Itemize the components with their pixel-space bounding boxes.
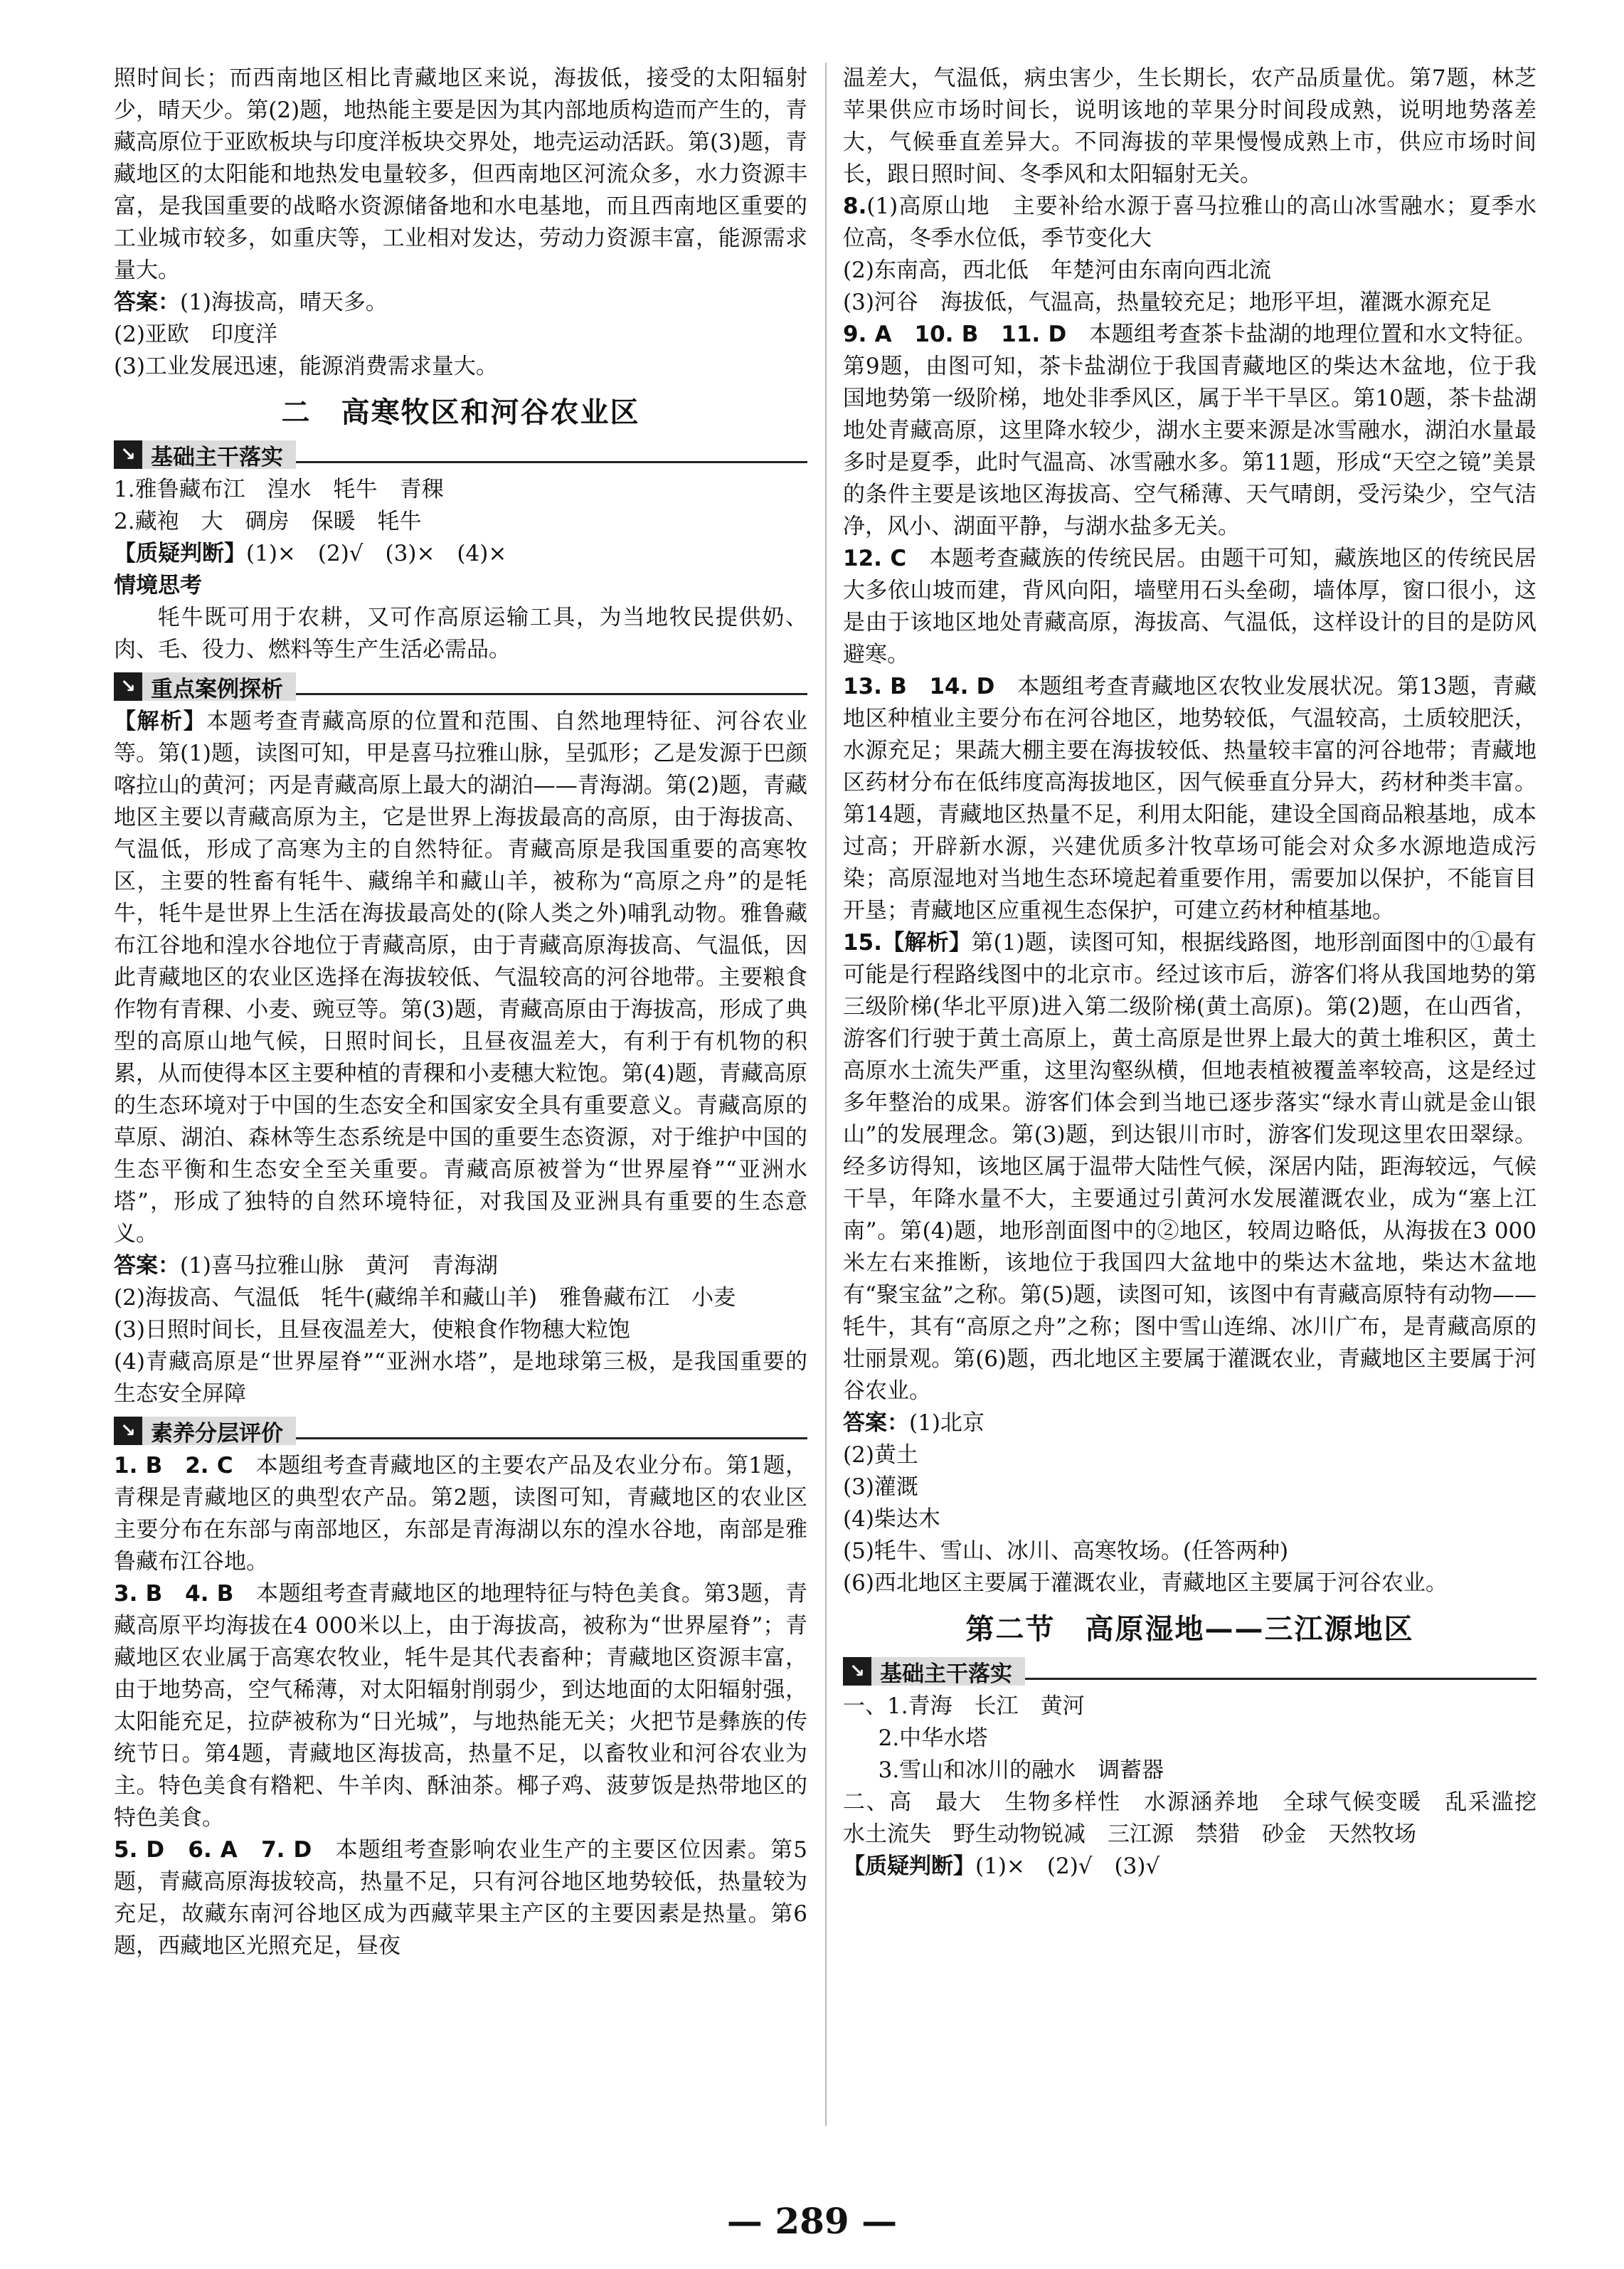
analysis-paragraph xyxy=(114,706,807,1250)
answer-block-2 xyxy=(114,1250,807,1282)
answer-block-1 xyxy=(114,287,807,319)
question-item xyxy=(114,1450,807,1578)
question-text: 本题组考查影响农业生产的主要区位因素。第5题，青藏高原海拔较高，热量不足，只有河谷地区地势较低，热量较为充足，故藏东南河谷地区成为西藏苹果主产区的主要因素是热量。第6题，西藏地区光照充足，昼夜 xyxy=(114,1837,808,1959)
band-rule xyxy=(296,679,807,695)
basics-line: 二、高 最大 生物多样性 水源涵养地 全球气候变暖 乱采滥挖 水土流失 野生动物锐减 三江源 禁猎 砂金 天然牧场 xyxy=(843,1789,1559,1847)
section-title: 第二节 高原湿地——三江源地区 xyxy=(965,1613,1414,1646)
band-label: 基础主干落实 xyxy=(871,1657,1025,1686)
band-rule xyxy=(296,1423,807,1439)
answer-line: (2)海拔高、气温低 牦牛(藏绵羊和藏山羊) 雅鲁藏布江 小麦 xyxy=(114,1285,736,1311)
left-column xyxy=(114,63,807,1962)
section-band xyxy=(114,438,807,471)
arrow-icon: ↘ xyxy=(114,440,142,469)
answer-line: (3)工业发展迅速，能源消费需求量大。 xyxy=(114,354,498,379)
basics-line: 3.雪山和冰川的融水 调蓄器 xyxy=(878,1757,1164,1783)
analysis-text: 本题考查青藏高原的位置和范围、自然地理特征、河谷农业等。第(1)题，读图可知，甲是喜马拉雅山脉，呈弧形；乙是发源于巴颜喀拉山的黄河；丙是青藏高原上最大的湖泊——青海湖。第(2)题，青藏地区主要以青藏高原为主，它是世界上海拔最高的高原，由于海拔高、气温低，形成了高寒为主的自然特征。青藏高原是我国重要的高寒牧区，主要的牲畜有牦牛、藏绵羊和藏山羊，被称为“高原之舟”的是牦牛，牦牛是世界上生活在海拔最高处的(除人类之外)哺乳动物。雅鲁藏布江谷地和湟水谷地位于青藏高原，由于青藏高原海拔高、气温低，因此青藏地区的农业区选择在海拔较低、气温较高的河谷地带。主要粮食作物有青稞、小麦、豌豆等。第(3)题，青藏高原由于海拔高，形成了典型的高原山地气候，日照时间长，且昼夜温差大，有利于有机物的积累，从而使得本区主要种植的青稞和小麦穗大粒饱。第(4)题，青藏高原的生态环境对于中国的生态安全和国家安全具有重要意义。青藏高原的草原、湖泊、森林等生态系统是中国的重要生态资源，对于维护中国的生态平衡和生态安全至关重要。青藏高原被誉为“世界屋脊”“亚洲水塔”，形成了独特的自然环境特征，对我国及亚洲具有重要的生态意义。 xyxy=(114,709,808,1247)
question-item xyxy=(114,1834,807,1962)
column-divider xyxy=(825,63,827,2126)
band-label: 重点案例探析 xyxy=(142,672,296,701)
question-number: 3. B 4. B xyxy=(114,1581,234,1607)
answer-line: (5)牦牛、雪山、冰川、高寒牧场。(任答两种) xyxy=(843,1538,1289,1564)
answer-line: (3)日照时间长，且昼夜温差大，使粮食作物穗大粒饱 xyxy=(114,1317,630,1343)
question-text: 本题组考查青藏地区的地理特征与特色美食。第3题，青藏高原平均海拔在4 000米以上，由于海拔高，被称为“世界屋脊”；青藏地区农业属于高寒农牧业，牦牛是其代表畜种；青藏地区资源丰富，由于地势高，空气稀薄，对太阳辐射削弱少，到达地面的太阳辐射强，太阳能充足，拉萨被称为“日光城”，与地热能无关；火把节是彝族的传统节日。第4题，青藏地区海拔高，热量不足，以畜牧业和河谷农业为主。特色美食有糌粑、牛羊肉、酥油茶。椰子鸡、菠萝饭是热带地区的特色美食。 xyxy=(114,1581,807,1831)
basics-line: 2.藏袍 大 碉房 保暖 牦牛 xyxy=(114,509,422,534)
judge-label: 【质疑判断】 xyxy=(114,541,246,566)
answer-line: (4)柴达木 xyxy=(843,1506,940,1532)
question-number: 9. A 10. B 11. D xyxy=(843,322,1067,347)
judge-line xyxy=(114,538,807,570)
question-number: 1. B 2. C xyxy=(114,1453,233,1479)
question-number: 15. xyxy=(843,930,882,956)
answer-line: (1)高原山地 主要补给水源于喜马拉雅山的高山冰雪融水；夏季水位高，冬季水位低，季节变化大 xyxy=(843,194,1537,251)
band-label: 基础主干落实 xyxy=(142,440,296,469)
think-label: 情境思考 xyxy=(114,573,202,598)
right-column xyxy=(843,63,1559,1883)
question-item xyxy=(843,319,1537,543)
band-rule xyxy=(296,447,807,463)
section-band xyxy=(114,670,807,703)
answer-line: (6)西北地区主要属于灌溉农业，青藏地区主要属于河谷农业。 xyxy=(843,1570,1448,1596)
page-number: — 289 — xyxy=(726,2200,898,2242)
question-text: 本题组考查青藏地区的主要农产品及农业分布。第1题，青稞是青藏地区的典型农产品。第2题，读图可知，青藏地区的农业区主要分布在东部与南部地区，东部是青海湖以东的湟水谷地，南部是雅鲁藏布江谷地。 xyxy=(114,1453,808,1575)
question-text: 第(1)题，读图可知，根据线路图，地形剖面图中的①最有可能是行程路线图中的北京市。经过该市后，游客们将从我国地势的第三级阶梯(华北平原)进入第二级阶梯(黄土高原)。第(2)题，在山西省，游客们行驶于黄土高原上，黄土高原是世界上最大的黄土堆积区，黄土高原水土流失严重，这里沟壑纵横，但地表植被覆盖率较高，这是经过多年整治的成果。游客们体会到当地已逐步落实“绿水青山就是金山银山”的发展理念。第(3)题，到达银川市时，游客们发现这里农田翠绿。经多访得知，该地区属于温带大陆性气候，深居内陆，距海较远，气候干旱，年降水量不大，主要通过引黄河水发展灌溉农业，成为“塞上江南”。第(4)题，地形剖面图中的②地区，较周边略低，从海拔在3 000米左右来推断，该地位于我国四大盆地中的柴达木盆地，柴达木盆地有“聚宝盆”之称。第(5)题，读图可知，该图中有青藏高原特有动物——牦牛，其有“高原之舟”之称；图中雪山连绵、冰川广布，是青藏高原的壮丽景观。第(6)题，西北地区主要属于灌溉农业，青藏地区主要属于河谷农业。 xyxy=(843,930,1537,1404)
question-number: 12. C xyxy=(843,546,907,571)
band-label: 素养分层评价 xyxy=(142,1417,296,1445)
band-rule xyxy=(1025,1664,1537,1680)
analysis-label: 【解析】 xyxy=(881,930,972,956)
answer-line: (3)灌溉 xyxy=(843,1474,918,1500)
question-item xyxy=(843,671,1537,927)
question-item xyxy=(114,1578,807,1834)
question-text: 本题组考查青藏地区农牧业发展状况。第13题，青藏地区种植业主要分布在河谷地区，地势较低，气温较高，土质较肥沃，水源充足；果蔬大棚主要在海拔较低、热量较丰富的河谷地带；青藏地区药材分布在低纬度高海拔地区，因气候垂直分异大，药材种类丰富。第14题，青藏地区热量不足，利用太阳能，建设全国商品粮基地，成本过高；开辟新水源，兴建优质多汁牧草场可能会对众多水源地造成污染；高原湿地对当地生态环境起着重要作用，需要加以保护，不能盲目开垦；青藏地区应重视生态保护，可建立药材种植基地。 xyxy=(843,674,1537,924)
continued-paragraph: 温差大，气温低，病虫害少，生长期长，农产品质量优。第7题，林芝苹果供应市场时间长，说明该地的苹果分时间段成熟，说明地势落差大，气候垂直差异大。不同海拔的苹果慢慢成熟上市，供应市场时间长，跟日照时间、冬季风和太阳辐射无关。 xyxy=(843,65,1537,187)
basics-line: 一、1.青海 长江 黄河 xyxy=(843,1693,1085,1719)
intro-paragraph: 照时间长；而西南地区相比青藏地区来说，海拔低，接受的太阳辐射少，晴天少。第(2)题，地热能主要是因为其内部地质构造而产生的，青藏高原位于亚欧板块与印度洋板块交界处，地壳运动活跃。第(3)题，青藏地区的太阳能和地热发电量较多，但西南地区河流众多，水力资源丰富，是我国重要的战略水资源储备地和水电基地，而且西南地区重要的工业城市较多，如重庆等，工业相对发达，劳动力资源丰富，能源需求量大。 xyxy=(114,65,807,283)
answer-label: 答案： xyxy=(843,1410,909,1436)
arrow-icon: ↘ xyxy=(843,1657,871,1686)
answer-line: (4)青藏高原是“世界屋脊”“亚洲水塔”，是地球第三极，是我国重要的生态安全屏障 xyxy=(114,1349,807,1407)
basics-line: 2.中华水塔 xyxy=(878,1725,988,1751)
answer-block xyxy=(843,1407,1537,1439)
question-text: 本题考查藏族的传统民居。由题干可知，藏族地区的传统民居大多依山坡而建，背风向阳，墙壁用石头垒砌，墙体厚，窗口很小，这是由于该地区地处青藏高原，海拔高、气温低，这样设计的目的是防风避寒。 xyxy=(843,546,1537,667)
question-item xyxy=(843,543,1537,671)
question-item xyxy=(843,927,1537,1407)
answer-line: (2)黄土 xyxy=(843,1442,918,1468)
answer-line: (1)北京 xyxy=(909,1410,985,1436)
think-text: 牦牛既可用于农耕，又可作高原运输工具，为当地牧民提供奶、肉、毛、役力、燃料等生产生活必需品。 xyxy=(114,605,807,662)
answer-line: (3)河谷 海拔低，气温高，热量较充足；地形平坦，灌溉水源充足 xyxy=(843,290,1492,315)
arrow-icon: ↘ xyxy=(114,1417,142,1445)
question-number: 8. xyxy=(843,194,867,219)
judge-text: (1)× (2)√ (3)× (4)× xyxy=(246,541,507,566)
answer-line: (1)喜马拉雅山脉 黄河 青海湖 xyxy=(180,1253,498,1279)
question-text: 本题组考查茶卡盐湖的地理位置和水文特征。第9题，由图可知，茶卡盐湖位于我国青藏地区的柴达木盆地，位于我国地势第一级阶梯，地处非季风区，属于半干旱区。第10题，茶卡盐湖地处青藏高原，这里降水较少，湖水主要来源是冰雪融水，湖泊水量最多时是夏季，此时气温高、冰雪融水多。第11题，形成“天空之镜”美景的条件主要是该地区海拔高、空气稀薄、天气晴朗，受污染少，空气洁净，风小、湖面平静，与湖水盐多无关。 xyxy=(843,322,1537,539)
answer-label: 答案： xyxy=(114,1253,180,1279)
answer-line: (2)东南高，西北低 年楚河由东南向西北流 xyxy=(843,258,1271,283)
answer-line: (2)亚欧 印度洋 xyxy=(114,322,277,347)
section-band xyxy=(114,1414,807,1447)
arrow-icon: ↘ xyxy=(114,672,142,701)
section-band xyxy=(843,1655,1537,1688)
analysis-label: 【解析】 xyxy=(114,709,207,734)
section-title: 二 高寒牧区和河谷农业区 xyxy=(281,396,640,429)
judge-line xyxy=(843,1851,1537,1883)
question-number: 13. B 14. D xyxy=(843,674,995,699)
question-item xyxy=(843,191,1537,255)
answer-line: (1)海拔高，晴天多。 xyxy=(180,290,388,315)
judge-text: (1)× (2)√ (3)√ xyxy=(975,1853,1160,1879)
basics-line: 1.雅鲁藏布江 湟水 牦牛 青稞 xyxy=(114,477,444,502)
judge-label: 【质疑判断】 xyxy=(843,1853,975,1879)
question-number: 5. D 6. A 7. D xyxy=(114,1837,312,1863)
answer-label: 答案： xyxy=(114,290,180,315)
